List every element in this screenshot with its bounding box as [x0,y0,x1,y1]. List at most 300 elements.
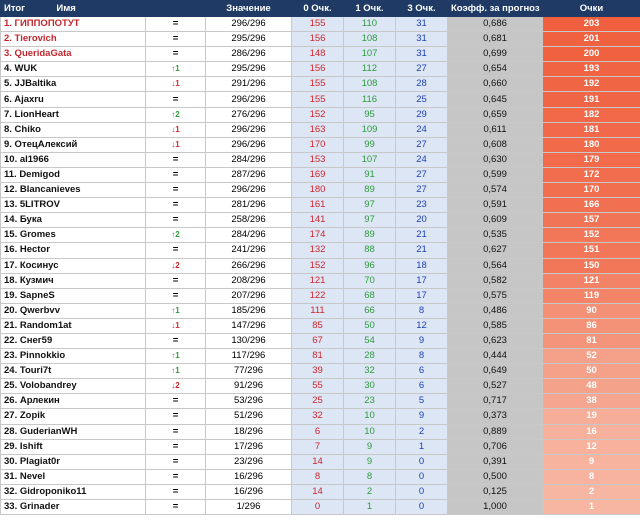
rank-same-indicator: = [172,289,179,301]
one-point-cell: 96 [344,258,396,273]
koef-cell: 0,486 [448,303,543,318]
value-cell: 241/296 [206,243,292,258]
rank-change [146,333,206,348]
rank-change [146,47,206,62]
rank-change [146,469,206,484]
player-name: 18. Кузмич [1,273,146,288]
rank-same-indicator: = [172,425,179,437]
table-row [1,228,640,243]
points-cell: 157 [543,213,640,228]
rank-change [146,62,206,77]
zero-points-cell: 32 [292,409,344,424]
zero-points-cell: 141 [292,213,344,228]
one-point-cell: 28 [344,349,396,364]
rank-up-icon: ↑1 [171,305,180,315]
rank-same-indicator: = [172,48,179,60]
rank-down-icon: ↓1 [171,124,180,134]
zero-points-cell: 180 [292,183,344,198]
rank-down-icon: ↓2 [171,260,180,270]
points-cell: 200 [543,47,640,62]
rank-same-indicator: = [172,455,179,467]
three-points-cell: 18 [396,258,448,273]
zero-points-cell: 0 [292,500,344,515]
rank-change [146,152,206,167]
player-name: 29. Ishift [1,439,146,454]
rank-same-indicator: = [172,501,179,513]
zero-points-cell: 156 [292,62,344,77]
player-name: 14. Бука [1,213,146,228]
player-name: 20. Qwerbvv [1,303,146,318]
player-name: 8. Chiko [1,122,146,137]
points-cell: 191 [543,92,640,107]
rank-up-icon: ↑1 [171,64,180,74]
rank-change [146,183,206,198]
one-point-cell: 68 [344,288,396,303]
rank-change [146,349,206,364]
table-row [1,167,640,182]
koef-cell: 0,659 [448,107,543,122]
value-cell: 281/296 [206,198,292,213]
player-name: 28. GuderianWH [1,424,146,439]
one-point-cell: 107 [344,152,396,167]
one-point-cell: 107 [344,47,396,62]
table-header-row [1,1,640,17]
zero-points-cell: 163 [292,122,344,137]
table-row [1,213,640,228]
zero-points-cell: 155 [292,92,344,107]
rank-same-indicator: = [172,93,179,105]
player-name: 27. Zopik [1,409,146,424]
points-cell: 90 [543,303,640,318]
zero-points-cell: 85 [292,318,344,333]
rank-change [146,318,206,333]
table-row [1,454,640,469]
table-row [1,500,640,515]
rank-same-indicator: = [172,18,179,30]
three-points-cell: 29 [396,107,448,122]
rank-same-indicator: = [172,199,179,211]
three-points-cell: 27 [396,183,448,198]
rank-change [146,213,206,228]
points-cell: 182 [543,107,640,122]
zero-points-cell: 153 [292,152,344,167]
three-points-cell: 24 [396,152,448,167]
zero-points-cell: 148 [292,47,344,62]
koef-cell: 0,609 [448,213,543,228]
points-cell: 52 [543,349,640,364]
three-points-cell: 6 [396,379,448,394]
zero-points-cell: 7 [292,439,344,454]
koef-cell: 0,706 [448,439,543,454]
player-name: 26. Арлекин [1,394,146,409]
points-cell: 12 [543,439,640,454]
rank-change [146,439,206,454]
zero-points-cell: 161 [292,198,344,213]
rank-change [146,167,206,182]
koef-cell: 0,717 [448,394,543,409]
rank-same-indicator: = [172,440,179,452]
table-row [1,379,640,394]
value-cell: 53/296 [206,394,292,409]
rank-up-icon: ↑2 [171,109,180,119]
three-points-cell: 20 [396,213,448,228]
rank-same-indicator: = [172,470,179,482]
points-cell: 203 [543,17,640,32]
zero-points-cell: 39 [292,364,344,379]
player-name: 15. Gromes [1,228,146,243]
three-points-cell: 28 [396,77,448,92]
table-row [1,364,640,379]
value-cell: 286/296 [206,47,292,62]
rank-change [146,243,206,258]
points-cell: 38 [543,394,640,409]
koef-cell: 0,444 [448,349,543,364]
table-row [1,198,640,213]
value-cell: 130/296 [206,333,292,348]
player-name: 11. Demigod [1,167,146,182]
header-points: Очки [543,1,640,17]
koef-cell: 0,574 [448,183,543,198]
koef-cell: 0,611 [448,122,543,137]
zero-points-cell: 132 [292,243,344,258]
rank-change [146,288,206,303]
value-cell: 258/296 [206,213,292,228]
koef-cell: 0,591 [448,198,543,213]
player-name: 9. ОтецАлексий [1,137,146,152]
three-points-cell: 0 [396,500,448,515]
player-name: 24. Touri7t [1,364,146,379]
points-cell: 172 [543,167,640,182]
rank-change [146,92,206,107]
koef-cell: 0,645 [448,92,543,107]
points-cell: 1 [543,500,640,515]
one-point-cell: 32 [344,364,396,379]
koef-cell: 0,585 [448,318,543,333]
one-point-cell: 89 [344,228,396,243]
one-point-cell: 2 [344,484,396,499]
rank-change [146,107,206,122]
value-cell: 77/296 [206,364,292,379]
table-row [1,122,640,137]
player-name: 5. JJBaltika [1,77,146,92]
three-points-cell: 2 [396,424,448,439]
player-name: 32. Gidroponiko11 [1,484,146,499]
one-point-cell: 54 [344,333,396,348]
zero-points-cell: 169 [292,167,344,182]
player-name: 4. WUK [1,62,146,77]
koef-cell: 0,391 [448,454,543,469]
one-point-cell: 23 [344,394,396,409]
three-points-cell: 8 [396,303,448,318]
player-name: 12. Blancanieves [1,183,146,198]
one-point-cell: 99 [344,137,396,152]
points-cell: 16 [543,424,640,439]
zero-points-cell: 122 [292,288,344,303]
three-points-cell: 9 [396,409,448,424]
rank-down-icon: ↓1 [171,79,180,89]
rank-same-indicator: = [172,168,179,180]
header-itog-name [1,1,146,17]
table-row [1,47,640,62]
value-cell: 207/296 [206,288,292,303]
player-name: 7. LionHeart [1,107,146,122]
points-cell: 8 [543,469,640,484]
rank-change [146,394,206,409]
one-point-cell: 9 [344,454,396,469]
rank-down-icon: ↓2 [171,381,180,391]
rank-same-indicator: = [172,274,179,286]
rank-same-indicator: = [172,335,179,347]
three-points-cell: 6 [396,364,448,379]
zero-points-cell: 121 [292,273,344,288]
rank-change [146,303,206,318]
points-cell: 170 [543,183,640,198]
one-point-cell: 1 [344,500,396,515]
points-cell: 150 [543,258,640,273]
three-points-cell: 24 [396,122,448,137]
rank-same-indicator: = [172,33,179,45]
table-row [1,32,640,47]
zero-points-cell: 55 [292,379,344,394]
one-point-cell: 30 [344,379,396,394]
value-cell: 296/296 [206,183,292,198]
table-row [1,17,640,32]
one-point-cell: 91 [344,167,396,182]
three-points-cell: 31 [396,17,448,32]
value-cell: 51/296 [206,409,292,424]
three-points-cell: 9 [396,333,448,348]
koef-cell: 0,627 [448,243,543,258]
header-name: Имя [56,2,76,14]
rank-change [146,17,206,32]
player-name: 19. SapneS [1,288,146,303]
player-name: 13. 5LITROV [1,198,146,213]
value-cell: 291/296 [206,77,292,92]
one-point-cell: 70 [344,273,396,288]
rank-same-indicator: = [172,395,179,407]
value-cell: 295/296 [206,62,292,77]
zero-points-cell: 174 [292,228,344,243]
three-points-cell: 21 [396,243,448,258]
value-cell: 117/296 [206,349,292,364]
header-koef: Коэфф. за прогноз [448,1,543,17]
one-point-cell: 112 [344,62,396,77]
rank-same-indicator: = [172,214,179,226]
table-row [1,273,640,288]
rank-same-indicator: = [172,410,179,422]
one-point-cell: 110 [344,17,396,32]
player-name: 31. Nevel [1,469,146,484]
value-cell: 284/296 [206,228,292,243]
table-row [1,288,640,303]
zero-points-cell: 155 [292,17,344,32]
points-cell: 201 [543,32,640,47]
three-points-cell: 25 [396,92,448,107]
three-points-cell: 27 [396,167,448,182]
points-cell: 19 [543,409,640,424]
table-row [1,77,640,92]
koef-cell: 0,564 [448,258,543,273]
points-cell: 9 [543,454,640,469]
three-points-cell: 0 [396,469,448,484]
rank-same-indicator: = [172,153,179,165]
koef-cell: 0,582 [448,273,543,288]
rank-change [146,228,206,243]
table-row [1,469,640,484]
three-points-cell: 0 [396,484,448,499]
table-row [1,137,640,152]
koef-cell: 0,681 [448,32,543,47]
zero-points-cell: 155 [292,77,344,92]
one-point-cell: 109 [344,122,396,137]
player-name: 16. Hector [1,243,146,258]
points-cell: 151 [543,243,640,258]
koef-cell: 0,599 [448,167,543,182]
rank-change [146,454,206,469]
zero-points-cell: 14 [292,454,344,469]
rank-down-icon: ↓1 [171,320,180,330]
koef-cell: 0,623 [448,333,543,348]
value-cell: 296/296 [206,137,292,152]
koef-cell: 0,535 [448,228,543,243]
table-row [1,152,640,167]
one-point-cell: 66 [344,303,396,318]
three-points-cell: 12 [396,318,448,333]
table-row [1,183,640,198]
value-cell: 208/296 [206,273,292,288]
table-row [1,424,640,439]
koef-cell: 0,649 [448,364,543,379]
value-cell: 23/296 [206,454,292,469]
koef-cell: 0,699 [448,47,543,62]
value-cell: 16/296 [206,469,292,484]
zero-points-cell: 8 [292,469,344,484]
table-row [1,303,640,318]
points-cell: 166 [543,198,640,213]
koef-cell: 0,527 [448,379,543,394]
points-cell: 152 [543,228,640,243]
three-points-cell: 17 [396,288,448,303]
table-row [1,394,640,409]
rank-down-icon: ↓1 [171,139,180,149]
one-point-cell: 108 [344,32,396,47]
value-cell: 295/296 [206,32,292,47]
table-row [1,92,640,107]
zero-points-cell: 152 [292,258,344,273]
one-point-cell: 10 [344,424,396,439]
one-point-cell: 116 [344,92,396,107]
points-cell: 48 [543,379,640,394]
rank-change [146,137,206,152]
one-point-cell: 97 [344,213,396,228]
table-row [1,243,640,258]
value-cell: 296/296 [206,17,292,32]
points-cell: 181 [543,122,640,137]
points-cell: 121 [543,273,640,288]
three-points-cell: 31 [396,32,448,47]
table-row [1,258,640,273]
player-name: 3. QueridaGata [1,47,146,62]
value-cell: 1/296 [206,500,292,515]
points-cell: 193 [543,62,640,77]
zero-points-cell: 170 [292,137,344,152]
koef-cell: 0,654 [448,62,543,77]
player-name: 22. Снег59 [1,333,146,348]
one-point-cell: 10 [344,409,396,424]
points-cell: 2 [543,484,640,499]
header-one: 1 Очк. [344,1,396,17]
value-cell: 276/296 [206,107,292,122]
rank-change [146,122,206,137]
one-point-cell: 89 [344,183,396,198]
points-cell: 119 [543,288,640,303]
rank-change [146,484,206,499]
points-cell: 86 [543,318,640,333]
player-name: 33. Grinader [1,500,146,515]
player-name: 25. Volobandrey [1,379,146,394]
rank-same-indicator: = [172,485,179,497]
rank-same-indicator: = [172,184,179,196]
value-cell: 16/296 [206,484,292,499]
table-row [1,62,640,77]
rank-change [146,32,206,47]
header-zero: 0 Очк. [292,1,344,17]
one-point-cell: 9 [344,439,396,454]
value-cell: 185/296 [206,303,292,318]
header-change [146,1,206,17]
value-cell: 17/296 [206,439,292,454]
zero-points-cell: 156 [292,32,344,47]
koef-cell: 0,630 [448,152,543,167]
zero-points-cell: 152 [292,107,344,122]
koef-cell: 0,660 [448,77,543,92]
player-name: 30. Plagiat0r [1,454,146,469]
three-points-cell: 23 [396,198,448,213]
one-point-cell: 108 [344,77,396,92]
table-row [1,107,640,122]
points-cell: 81 [543,333,640,348]
rank-same-indicator: = [172,244,179,256]
rank-change [146,409,206,424]
zero-points-cell: 25 [292,394,344,409]
one-point-cell: 50 [344,318,396,333]
player-name: 1. ГИППОПОТУТ [1,17,146,32]
koef-cell: 0,125 [448,484,543,499]
koef-cell: 0,889 [448,424,543,439]
table-body [1,17,640,515]
value-cell: 287/296 [206,167,292,182]
koef-cell: 0,608 [448,137,543,152]
value-cell: 266/296 [206,258,292,273]
koef-cell: 0,500 [448,469,543,484]
three-points-cell: 17 [396,273,448,288]
player-name: 23. Pinnokkio [1,349,146,364]
player-name: 2. Tierovich [1,32,146,47]
rank-change [146,500,206,515]
points-cell: 179 [543,152,640,167]
three-points-cell: 27 [396,137,448,152]
three-points-cell: 5 [396,394,448,409]
value-cell: 284/296 [206,152,292,167]
table-row [1,318,640,333]
table-row [1,349,640,364]
rank-up-icon: ↑2 [171,230,180,240]
koef-cell: 0,373 [448,409,543,424]
three-points-cell: 31 [396,47,448,62]
points-cell: 50 [543,364,640,379]
zero-points-cell: 6 [292,424,344,439]
three-points-cell: 0 [396,454,448,469]
